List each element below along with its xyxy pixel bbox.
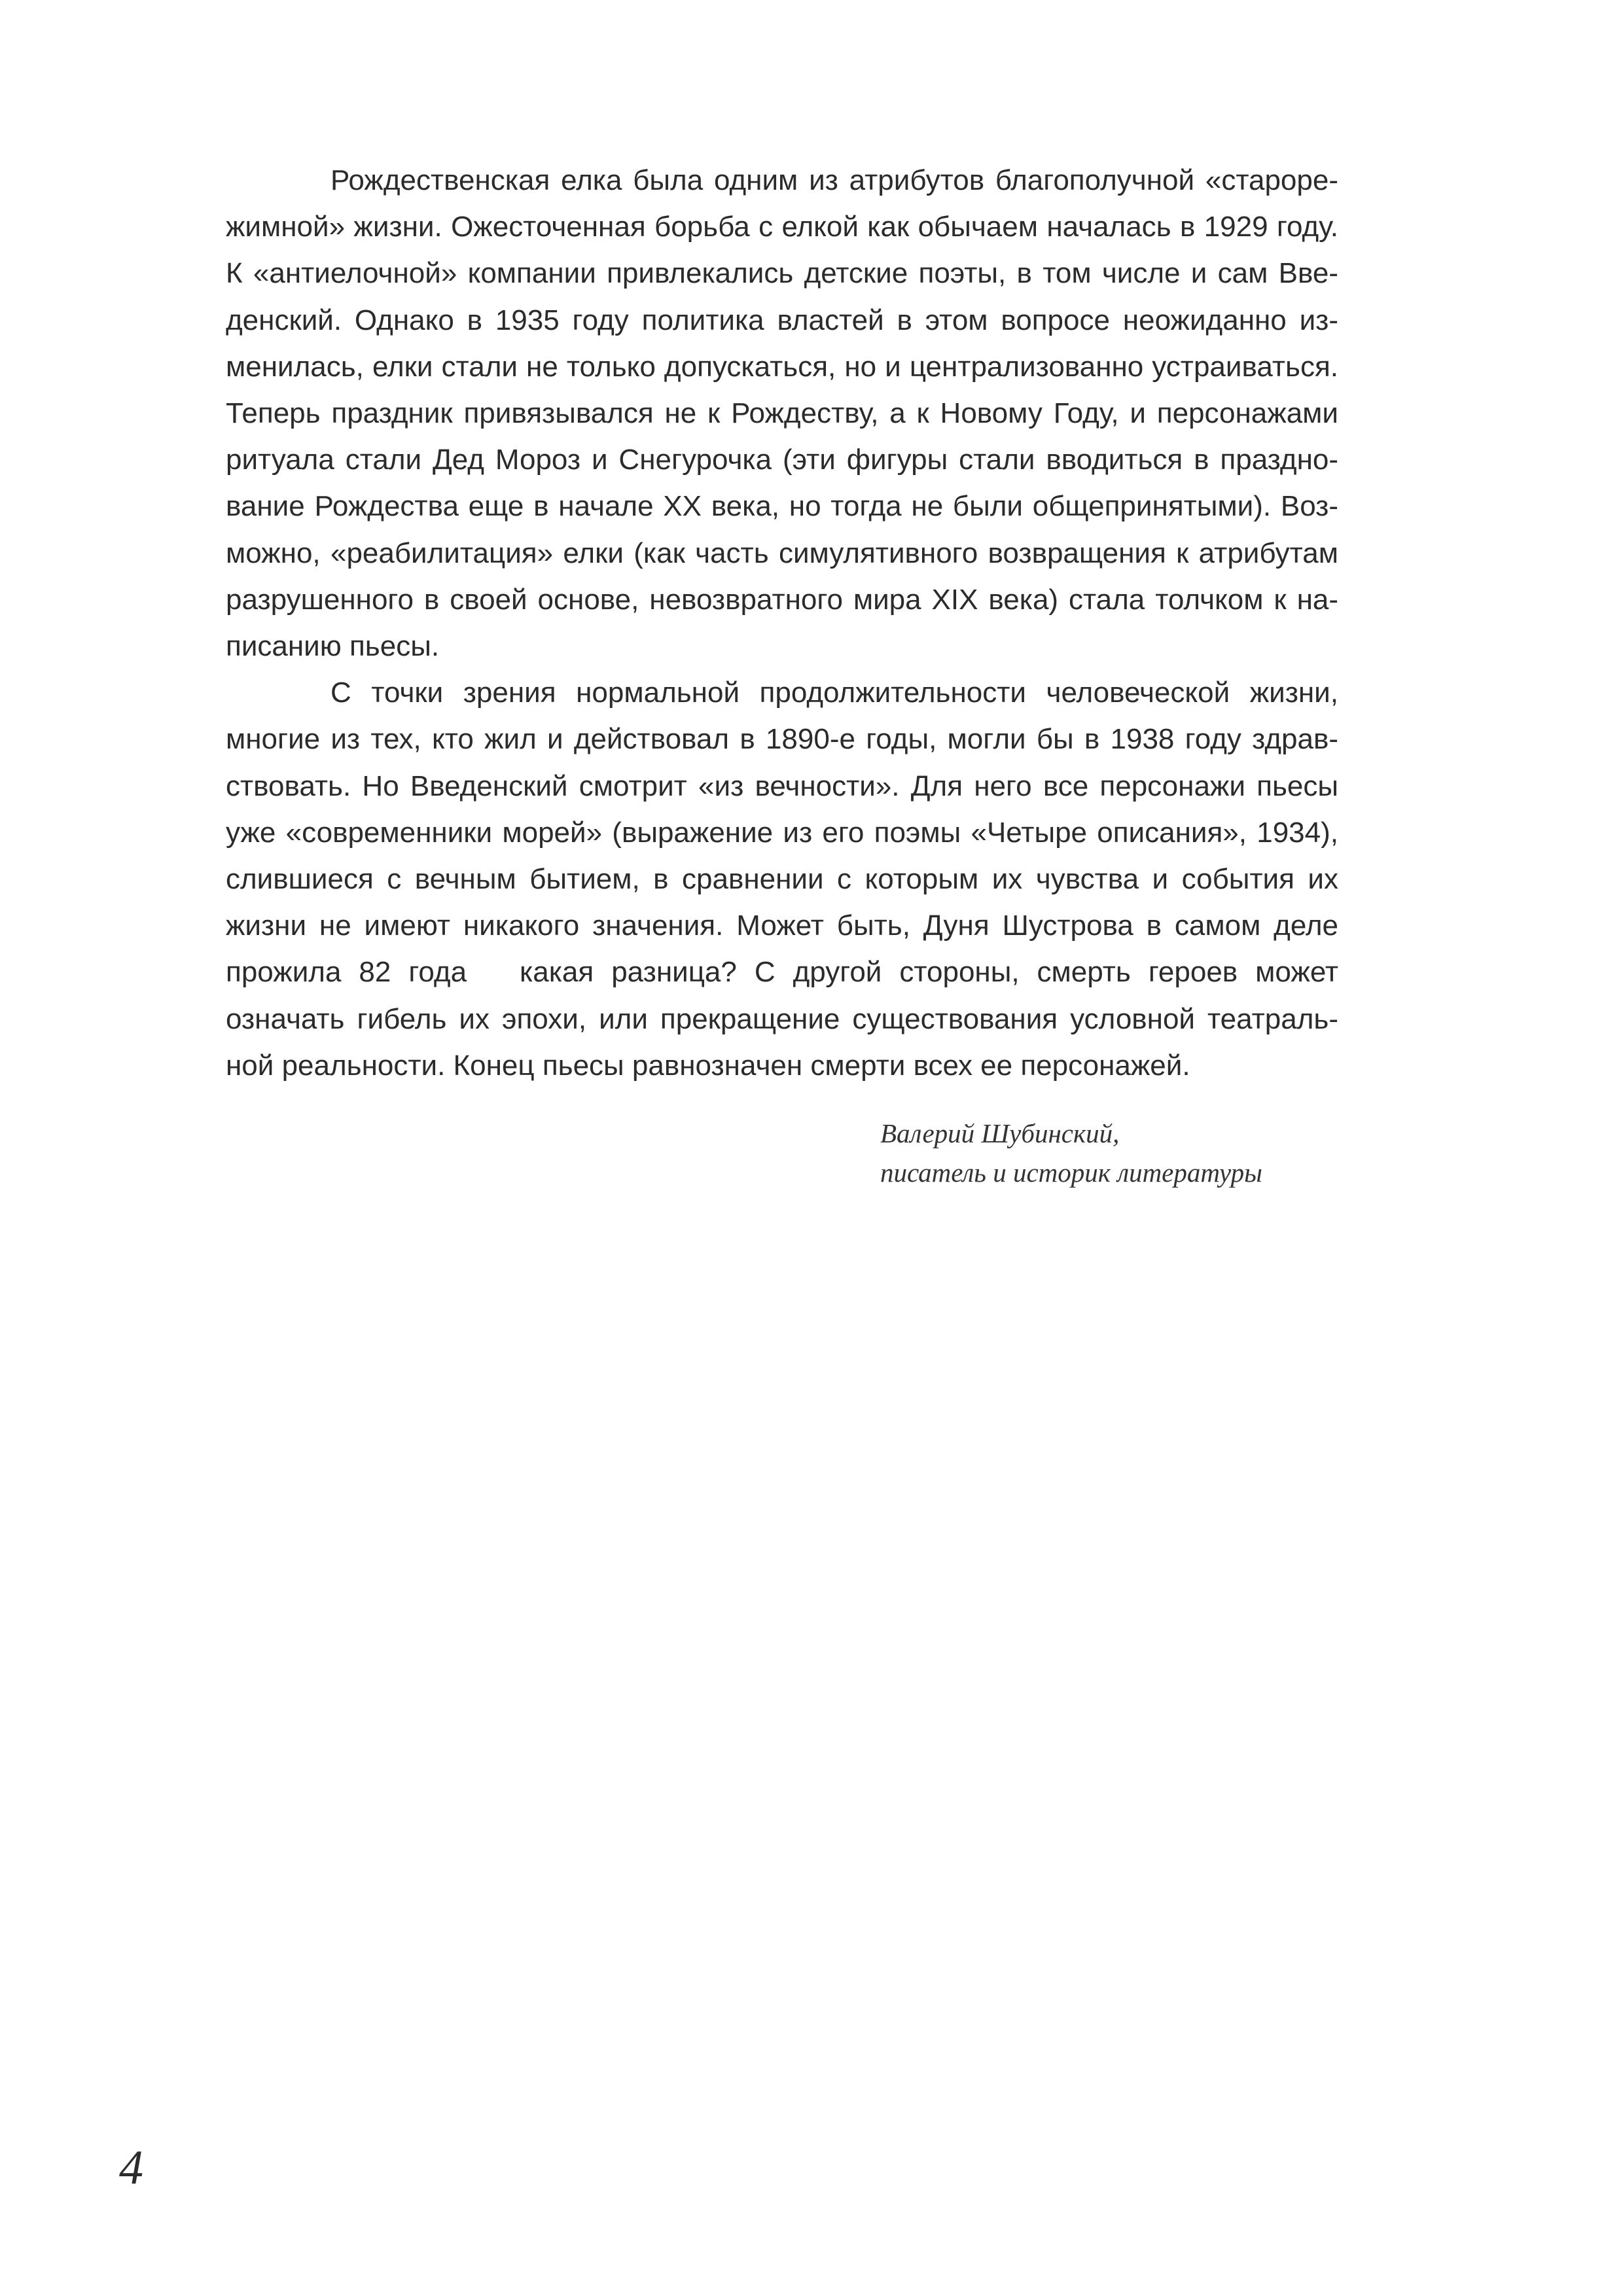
signature-block xyxy=(880,1114,1404,1192)
signature-role: писатель и историк литературы xyxy=(880,1157,1262,1188)
page-number: 4 xyxy=(119,2141,143,2195)
body-text xyxy=(226,157,1338,1089)
paragraph-2: С точки зрения нормальной продолжительности человеческой жизни, многие из тех, кто жил и действовал в 1890-е годы, могли бы в 1938 году здравствовать. Но Введенский смотрит «из вечности». Для него все персонажи пьесы уже «современники морей» (выражение из его поэмы «Четыре описания», 1934), слившиеся с вечным бытием, в сравнении с которым их чувства и события их жизни не имеют никакого значения. Может быть, Дуня Шустрова в самом деле прожила 82 года какая разница? С другой стороны, смерть героев может означать гибель их эпохи, или прекращение существования условной театральной реальности. Конец пьесы равнозначен смерти всех ее персонажей. xyxy=(226,677,1338,1082)
paragraph-1: Рождественская елка была одним из атрибутов благополучной «старорежимной» жизни. Ожесточенная борьба с елкой как обычаем началась в 1929 году. К «антиелочной» компании привлекались детские поэты, в том числе и сам Введенский. Однако в 1935 году политика властей в этом вопросе неожиданно изменилась, елки стали не только допускаться, но и централизованно устраиваться. Теперь праздник привязывался не к Рождеству, а к Новому Году, и персонажами ритуала стали Дед Мороз и Снегурочка (эти фигуры стали вводиться в празднование Рождества еще в начале XX века, но тогда не были общепринятыми). Возможно, «реабилитация» елки (как часть симулятивного возвращения к атрибутам разрушенного в своей основе, невозвратного мира XIX века) стала толчком к написанию пьесы. xyxy=(226,164,1338,663)
signature-author: Валерий Шубинский, xyxy=(880,1118,1120,1148)
